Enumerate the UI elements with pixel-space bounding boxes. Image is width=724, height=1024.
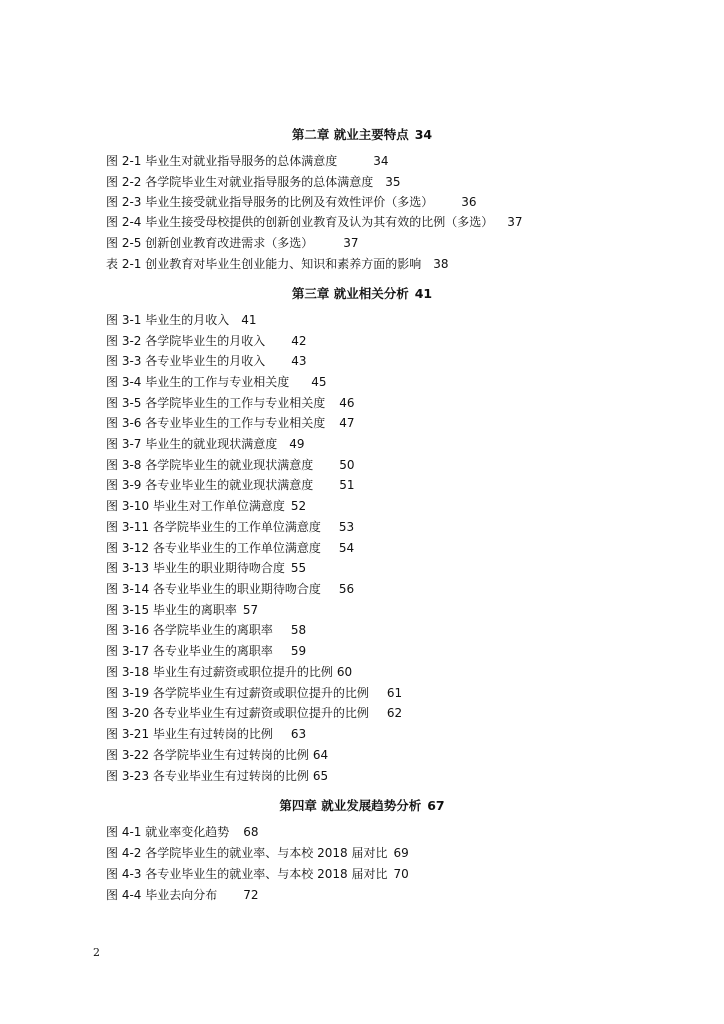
toc-entry xyxy=(106,866,409,882)
entry-id: 3-21 xyxy=(121,727,150,741)
entry-page: 64 xyxy=(312,748,329,762)
entry-prefix: 图 xyxy=(106,867,119,881)
chapter-title: 第二章 就业主要特点 xyxy=(291,127,409,142)
toc-entry xyxy=(106,256,449,272)
entry-page: 59 xyxy=(290,644,307,658)
entry-page: 56 xyxy=(338,582,355,596)
entry-page: 68 xyxy=(243,825,259,839)
entry-title: 毕业生对就业指导服务的总体满意度 xyxy=(145,154,338,168)
entry-page: 36 xyxy=(461,195,477,209)
toc-entry xyxy=(106,436,305,452)
entry-prefix: 图 xyxy=(106,375,119,389)
entry-title: 各专业毕业生的就业率、与本校 2018 届对比 xyxy=(145,867,388,881)
entry-title: 毕业生的工作与专业相关度 xyxy=(145,375,290,389)
entry-page: 63 xyxy=(290,727,307,741)
toc-entry xyxy=(106,747,328,763)
entry-prefix: 图 xyxy=(106,215,119,229)
toc-entry xyxy=(106,333,307,349)
entry-page: 50 xyxy=(339,458,355,472)
entry-page: 55 xyxy=(290,561,307,575)
chapter-page: 41 xyxy=(414,286,433,301)
entry-page: 62 xyxy=(386,706,403,720)
entry-id: 3-22 xyxy=(121,748,150,762)
entry-id: 3-3 xyxy=(121,354,142,368)
entry-prefix: 图 xyxy=(106,769,119,783)
entry-title: 毕业生接受母校提供的创新创业教育及认为其有效的比例（多选） xyxy=(145,215,494,229)
entry-page: 45 xyxy=(311,375,327,389)
toc-entry xyxy=(106,664,352,680)
toc-entry xyxy=(106,726,306,742)
entry-prefix: 图 xyxy=(106,686,119,700)
chapter-heading xyxy=(0,125,724,143)
toc-entry xyxy=(106,174,401,190)
entry-prefix: 图 xyxy=(106,846,119,860)
entry-page: 35 xyxy=(385,175,401,189)
entry-prefix: 图 xyxy=(106,354,119,368)
chapter-page: 34 xyxy=(414,127,433,142)
entry-id: 3-20 xyxy=(121,706,150,720)
toc-entry xyxy=(106,602,258,618)
entry-prefix: 图 xyxy=(106,334,119,348)
entry-title: 各学院毕业生的月收入 xyxy=(145,334,266,348)
entry-title: 各专业毕业生的工作与专业相关度 xyxy=(145,416,326,430)
entry-page: 49 xyxy=(289,437,305,451)
entry-prefix: 图 xyxy=(106,478,119,492)
toc-entry xyxy=(106,622,306,638)
entry-page: 69 xyxy=(393,846,409,860)
entry-id: 3-7 xyxy=(121,437,142,451)
entry-id: 2-1 xyxy=(121,257,142,271)
chapter-title: 第三章 就业相关分析 xyxy=(291,286,409,301)
entry-page: 61 xyxy=(386,686,403,700)
entry-prefix: 图 xyxy=(106,727,119,741)
entry-page: 42 xyxy=(291,334,307,348)
entry-title: 创新创业教育改进需求（多选） xyxy=(145,236,314,250)
entry-title: 就业率变化趋势 xyxy=(145,825,230,839)
entry-id: 3-23 xyxy=(121,769,150,783)
entry-prefix: 图 xyxy=(106,582,119,596)
toc-entry xyxy=(106,768,328,784)
entry-title: 各专业毕业生的工作单位满意度 xyxy=(152,541,321,555)
toc-entry xyxy=(106,214,523,230)
entry-title: 毕业生的职业期待吻合度 xyxy=(152,561,285,575)
toc-entry xyxy=(106,374,327,390)
entry-title: 各学院毕业生有过薪资或职位提升的比例 xyxy=(152,686,369,700)
entry-id: 3-11 xyxy=(121,520,150,534)
toc-entry xyxy=(106,235,359,251)
entry-title: 各学院毕业生对就业指导服务的总体满意度 xyxy=(145,175,374,189)
entry-page: 52 xyxy=(290,499,307,513)
entry-id: 2-3 xyxy=(121,195,142,209)
entry-page: 43 xyxy=(291,354,307,368)
entry-prefix: 图 xyxy=(106,561,119,575)
entry-title: 各专业毕业生的离职率 xyxy=(152,644,273,658)
entry-prefix: 图 xyxy=(106,644,119,658)
entry-title: 毕业生有过转岗的比例 xyxy=(152,727,273,741)
entry-id: 3-6 xyxy=(121,416,142,430)
entry-title: 各专业毕业生的月收入 xyxy=(145,354,266,368)
entry-prefix: 图 xyxy=(106,313,119,327)
chapter-heading xyxy=(0,796,724,814)
toc-entry xyxy=(106,685,402,701)
entry-id: 3-9 xyxy=(121,478,142,492)
toc-entry xyxy=(106,845,409,861)
entry-page: 47 xyxy=(339,416,355,430)
entry-id: 3-16 xyxy=(121,623,150,637)
entry-page: 60 xyxy=(336,665,353,679)
entry-prefix: 图 xyxy=(106,888,119,902)
entry-id: 2-2 xyxy=(121,175,142,189)
entry-page: 54 xyxy=(338,541,355,555)
entry-id: 4-4 xyxy=(121,888,142,902)
toc-entry xyxy=(106,824,259,840)
entry-title: 各学院毕业生的就业现状满意度 xyxy=(145,458,314,472)
entry-prefix: 图 xyxy=(106,437,119,451)
entry-prefix: 图 xyxy=(106,154,119,168)
entry-id: 2-5 xyxy=(121,236,142,250)
entry-title: 各学院毕业生的工作单位满意度 xyxy=(152,520,321,534)
entry-title: 各专业毕业生的就业现状满意度 xyxy=(145,478,314,492)
entry-prefix: 图 xyxy=(106,175,119,189)
toc-entry xyxy=(106,395,355,411)
entry-title: 毕业去向分布 xyxy=(145,888,218,902)
entry-page: 72 xyxy=(243,888,259,902)
entry-title: 各学院毕业生的就业率、与本校 2018 届对比 xyxy=(145,846,388,860)
toc-entry xyxy=(106,477,355,493)
entry-prefix: 图 xyxy=(106,236,119,250)
entry-prefix: 图 xyxy=(106,825,119,839)
entry-page: 65 xyxy=(312,769,329,783)
entry-title: 毕业生对工作单位满意度 xyxy=(152,499,285,513)
entry-title: 毕业生的月收入 xyxy=(145,313,230,327)
entry-id: 4-3 xyxy=(121,867,142,881)
entry-page: 51 xyxy=(339,478,355,492)
entry-title: 毕业生的就业现状满意度 xyxy=(145,437,278,451)
entry-id: 3-18 xyxy=(121,665,150,679)
entry-title: 毕业生有过薪资或职位提升的比例 xyxy=(152,665,333,679)
toc-entry xyxy=(106,705,402,721)
entry-page: 38 xyxy=(433,257,449,271)
entry-id: 3-10 xyxy=(121,499,150,513)
entry-page: 70 xyxy=(393,867,409,881)
toc-entry xyxy=(106,153,389,169)
entry-page: 53 xyxy=(338,520,355,534)
entry-id: 3-13 xyxy=(121,561,150,575)
toc-entry xyxy=(106,194,477,210)
toc-entry xyxy=(106,498,306,514)
entry-prefix: 图 xyxy=(106,748,119,762)
entry-id: 3-5 xyxy=(121,396,142,410)
toc-entry xyxy=(106,353,307,369)
entry-prefix: 图 xyxy=(106,520,119,534)
entry-id: 3-12 xyxy=(121,541,150,555)
entry-page: 41 xyxy=(241,313,257,327)
entry-title: 各专业毕业生有过转岗的比例 xyxy=(152,769,309,783)
toc-entry xyxy=(106,560,306,576)
chapter-page: 67 xyxy=(427,798,445,813)
entry-page: 58 xyxy=(290,623,307,637)
entry-id: 3-4 xyxy=(121,375,142,389)
entry-id: 2-1 xyxy=(121,154,142,168)
entry-id: 4-2 xyxy=(121,846,142,860)
entry-prefix: 图 xyxy=(106,623,119,637)
entry-title: 各学院毕业生的离职率 xyxy=(152,623,273,637)
entry-prefix: 表 xyxy=(106,257,119,271)
entry-page: 46 xyxy=(339,396,355,410)
toc-entry xyxy=(106,643,306,659)
toc-entry xyxy=(106,312,257,328)
entry-id: 3-15 xyxy=(121,603,150,617)
entry-id: 3-2 xyxy=(121,334,142,348)
toc-entry xyxy=(106,457,355,473)
entry-id: 3-17 xyxy=(121,644,150,658)
toc-entry xyxy=(106,887,259,903)
page-number: 2 xyxy=(93,946,100,959)
entry-title: 毕业生接受就业指导服务的比例及有效性评价（多选） xyxy=(145,195,434,209)
toc-entry xyxy=(106,519,354,535)
entry-title: 各学院毕业生的工作与专业相关度 xyxy=(145,396,326,410)
toc-entry xyxy=(106,581,354,597)
entry-prefix: 图 xyxy=(106,458,119,472)
entry-id: 3-19 xyxy=(121,686,150,700)
chapter-title: 第四章 就业发展趋势分析 xyxy=(279,798,422,813)
entry-prefix: 图 xyxy=(106,541,119,555)
entry-title: 各专业毕业生有过薪资或职位提升的比例 xyxy=(152,706,369,720)
entry-id: 3-8 xyxy=(121,458,142,472)
entry-page: 37 xyxy=(343,236,359,250)
entry-page: 37 xyxy=(507,215,523,229)
entry-prefix: 图 xyxy=(106,665,119,679)
entry-prefix: 图 xyxy=(106,706,119,720)
toc-entry xyxy=(106,540,354,556)
entry-prefix: 图 xyxy=(106,603,119,617)
toc-entry xyxy=(106,415,355,431)
entry-id: 3-14 xyxy=(121,582,150,596)
entry-title: 创业教育对毕业生创业能力、知识和素养方面的影响 xyxy=(145,257,422,271)
entry-id: 4-1 xyxy=(121,825,142,839)
entry-prefix: 图 xyxy=(106,499,119,513)
entry-prefix: 图 xyxy=(106,416,119,430)
entry-id: 3-1 xyxy=(121,313,142,327)
entry-title: 各专业毕业生的职业期待吻合度 xyxy=(152,582,321,596)
entry-page: 34 xyxy=(373,154,389,168)
entry-prefix: 图 xyxy=(106,396,119,410)
entry-title: 毕业生的离职率 xyxy=(152,603,237,617)
entry-title: 各学院毕业生有过转岗的比例 xyxy=(152,748,309,762)
entry-id: 2-4 xyxy=(121,215,142,229)
chapter-heading xyxy=(0,284,724,302)
entry-prefix: 图 xyxy=(106,195,119,209)
entry-page: 57 xyxy=(242,603,259,617)
